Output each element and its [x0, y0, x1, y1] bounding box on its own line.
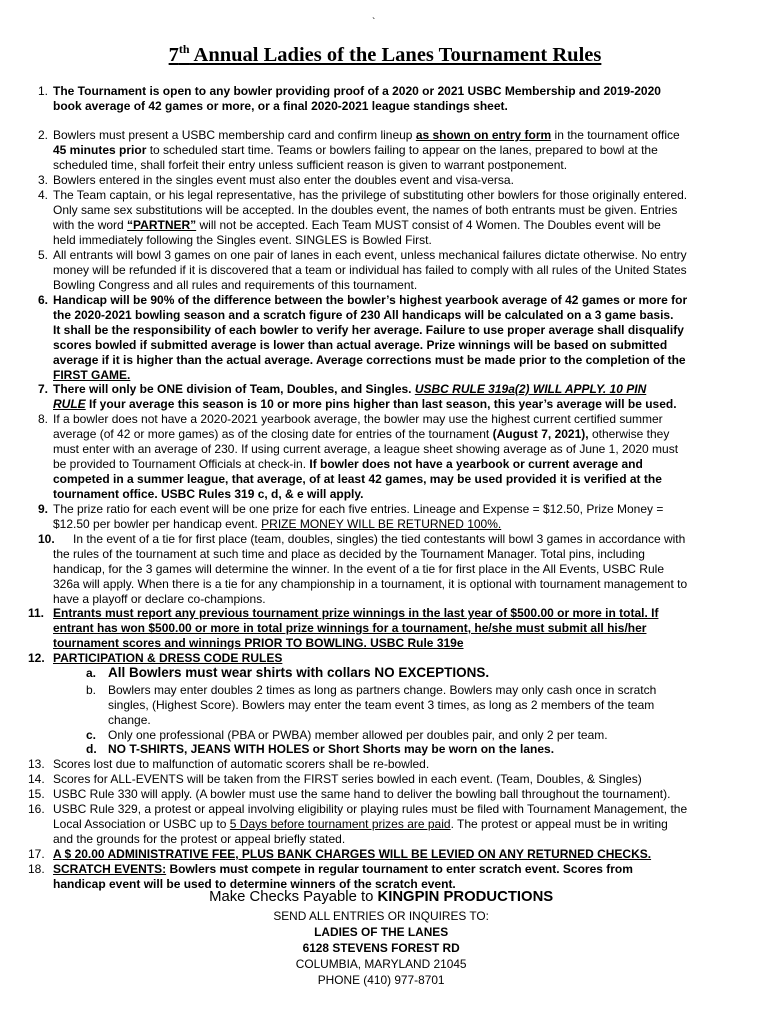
- rule-number: 5.: [38, 248, 49, 262]
- rule-text: must enter with an average of 230. If using current average, a league sheet showing average as of June 1, 2020 must: [53, 442, 679, 456]
- title-ordinal: th: [178, 42, 190, 56]
- rule-text: Only same sex substitutions will be accepted. In the doubles event, the names of both entrants must be given. Entries: [53, 203, 678, 217]
- rule-text: Bowlers must present a USBC membership card and confirm lineup as shown on entry form in the tournament office: [53, 128, 680, 142]
- rule-number: 2.: [38, 128, 49, 142]
- subrule-text: change.: [108, 713, 151, 727]
- subrule-letter: b.: [86, 683, 97, 697]
- subrule-letter: c.: [86, 728, 97, 742]
- rule-text: Handicap will be 90% of the difference between the bowler’s highest yearbook average of 42 games or more for: [53, 293, 688, 307]
- rule-number: 17.: [28, 847, 45, 861]
- rule-text: entrant has won $500.00 or more in total prize winnings for a tournament, he/she must submit all his/her: [53, 621, 647, 635]
- rule-number: 7.: [38, 382, 49, 396]
- rule-text: If a bowler does not have a 2020-2021 yearbook average, the bowler may use the highest current certified summer: [53, 412, 663, 426]
- rule-number: 4.: [38, 188, 49, 202]
- rule-text: scores bowled if submitted average is lower than actual average. Prize winnings will be based on submitted: [53, 338, 668, 352]
- street-address: 6128 STEVENS FOREST RD: [302, 941, 460, 955]
- subrule-text: singles, (Highest Score). Bowlers may enter the team event 3 times, as long as 2 members of the team: [108, 698, 655, 712]
- rule-number: 1.: [38, 84, 49, 98]
- rule-text: USBC Rule 329, a protest or appeal involving eligibility or playing rules must be filed with Tournament Management, the: [53, 802, 688, 816]
- rule-text: Bowlers entered in the singles event must also enter the doubles event and visa-versa.: [53, 173, 514, 187]
- rule-text: average (of 42 or more games) as of the closing date for entries of the tournament (August 7, 2021), otherwise they: [53, 427, 670, 441]
- rule-text: There will only be ONE division of Team, Doubles, and Singles. USBC RULE 319a(2) WILL APPLY. 10 PIN: [53, 382, 647, 396]
- rule-number: 13.: [28, 757, 45, 771]
- rule-text: The Team captain, or his legal representative, has the privilege of substituting other bowlers for those originally entered.: [53, 188, 688, 202]
- rule-number: 10.: [38, 532, 55, 546]
- rule-text: the rules of the tournament at such time and place as decided by the Tournament Manager. Total pins, including: [53, 547, 645, 561]
- rule-text: Local Association or USBC up to 5 Days before tournament prizes are paid. The protest or appeal must be in writing: [53, 817, 668, 831]
- rule-text: PARTICIPATION & DRESS CODE RULES: [53, 651, 283, 665]
- rule-number: 12.: [28, 651, 45, 665]
- rule-text: competed in a summer league, that average, of at least 42 games, may be used provided it is verified at the: [53, 472, 662, 486]
- rule-text: Scores lost due to malfunction of automatic scorers shall be re-bowled.: [53, 757, 430, 771]
- rule-text: SCRATCH EVENTS: Bowlers must compete in regular tournament to enter scratch event. Scores from: [53, 862, 633, 876]
- rule-text: the 2020-2021 bowling season and a scratch figure of 230 All handicaps will be calculated on a 3 game basis.: [53, 308, 674, 322]
- rule-text: tournament scores and winnings PRIOR TO BOWLING. USBC Rule 319e: [53, 636, 464, 650]
- send-line: SEND ALL ENTRIES OR INQUIRES TO:: [273, 909, 489, 923]
- subrule-text: NO T-SHIRTS, JEANS WITH HOLES or Short Shorts may be worn on the lanes.: [108, 742, 555, 756]
- rule-text: scheduled time, shall forfeit their entry unless sufficient reason is given to warrant postponement.: [53, 158, 568, 172]
- rule-text: A $ 20.00 ADMINISTRATIVE FEE, PLUS BANK CHARGES WILL BE LEVIED ON ANY RETURNED CHECKS.: [53, 847, 652, 861]
- city-state: COLUMBIA, MARYLAND 21045: [295, 957, 467, 971]
- stray-mark: `: [372, 17, 376, 28]
- rule-number: 9.: [38, 502, 49, 516]
- rule-text: average if it is higher than the actual average. Average corrections must be made prior to the completion of the: [53, 353, 686, 367]
- rule-number: 16.: [28, 802, 45, 816]
- rule-text: money will be refunded if it is discovered that a team or individual has failed to comply with all rules of the United States: [53, 263, 687, 277]
- rule-text: It shall be the responsibility of each bowler to verify her average. Failure to use proper average shall disqualify: [53, 323, 684, 337]
- rule-text: Scores for ALL-EVENTS will be taken from the FIRST series bowled in each event. (Team, Doubles, & Singles): [53, 772, 642, 786]
- rule-text: tournament office. USBC Rules 319 c, d, & e will apply.: [53, 487, 364, 501]
- rule-text: FIRST GAME.: [53, 368, 131, 382]
- rule-text: handicap, for the 3 games will determine the winner. In the event of a tie for first place in the All Events, USBC Rule: [53, 562, 664, 576]
- phone-number: PHONE (410) 977-8701: [317, 973, 445, 987]
- rule-number: 3.: [38, 173, 49, 187]
- rule-text: RULE If your average this season is 10 or more pins higher than last season, this year’s average will be used.: [53, 397, 677, 411]
- payable-prefix: Make Checks Payable to: [209, 888, 378, 905]
- rule-text: 45 minutes prior to scheduled start time. Teams or bowlers failing to appear on the lanes, prepared to bowl at the: [53, 143, 658, 157]
- rule-text: and the grounds for the protest or appeal briefly stated.: [53, 832, 346, 846]
- rule-text: $12.50 per bowler per handicap event. PRIZE MONEY WILL BE RETURNED 100%.: [53, 517, 502, 531]
- rule-text: have a playoff or declare co-champions.: [53, 592, 266, 606]
- payable-name: KINGPIN PRODUCTIONS: [377, 888, 554, 905]
- rule-text: with the word “PARTNER” will not be accepted. Each Team MUST consist of 4 Women. The Doubles event will be: [53, 218, 661, 232]
- subrule-letter: d.: [86, 742, 97, 756]
- rule-number: 6.: [38, 293, 49, 307]
- title-text: Annual Ladies of the Lanes Tournament Rules: [189, 43, 602, 66]
- rule-text: Entrants must report any previous tournament prize winnings in the last year of $500.00 or more in total. If: [53, 606, 659, 620]
- rule-number: 11.: [28, 606, 45, 620]
- rule-text: book average of 42 games or more, or a final 2020-2021 league standings sheet.: [53, 99, 508, 113]
- rule-number: 18.: [28, 862, 45, 876]
- rule-text: In the event of a tie for first place (team, doubles, singles) the tied contestants will bowl 3 games in accordance with: [73, 532, 686, 546]
- title-number: 7: [168, 43, 179, 66]
- rule-number: 8.: [38, 412, 49, 426]
- rule-text: The Tournament is open to any bowler providing proof of a 2020 or 2021 USBC Membership and 2019-2020: [53, 84, 661, 98]
- subrule-text: Bowlers may enter doubles 2 times as long as partners change. Bowlers may only cash once in scratch: [108, 683, 657, 697]
- payable-line: [0, 888, 762, 906]
- rule-text: be provided to Tournament Officials at check-in. If bowler does not have a yearbook or current average and: [53, 457, 643, 471]
- subrule-text: All Bowlers must wear shirts with collars NO EXCEPTIONS.: [108, 665, 490, 680]
- rule-text: The prize ratio for each event will be one prize for each five entries. Lineage and Expense = $12.50, Prize Money =: [53, 502, 664, 516]
- page-title: [0, 36, 770, 68]
- subrule-letter: a.: [86, 666, 97, 680]
- rule-text: All entrants will bowl 3 games on one pair of lanes in each event, unless mechanical failures dictate otherwise. No entry: [53, 248, 687, 262]
- rule-text: handicap event will be used to determine winners of the scratch event.: [53, 877, 456, 891]
- rule-text: held immediately following the Singles event. SINGLES is Bowled First.: [53, 233, 432, 247]
- org-name: LADIES OF THE LANES: [314, 925, 449, 939]
- rule-text: Bowling Congress and all rules and requirements of this tournament.: [53, 278, 418, 292]
- rule-number: 15.: [28, 787, 45, 801]
- rule-number: 14.: [28, 772, 45, 786]
- subrule-text: Only one professional (PBA or PWBA) member allowed per doubles pair, and only 2 per team.: [108, 728, 608, 742]
- rule-text: 326a will apply. When there is a tie for any championship in a tournament, it is optional with tournament management to: [53, 577, 688, 591]
- rule-text: USBC Rule 330 will apply. (A bowler must use the same hand to deliver the bowling ball throughout the tournament).: [53, 787, 671, 801]
